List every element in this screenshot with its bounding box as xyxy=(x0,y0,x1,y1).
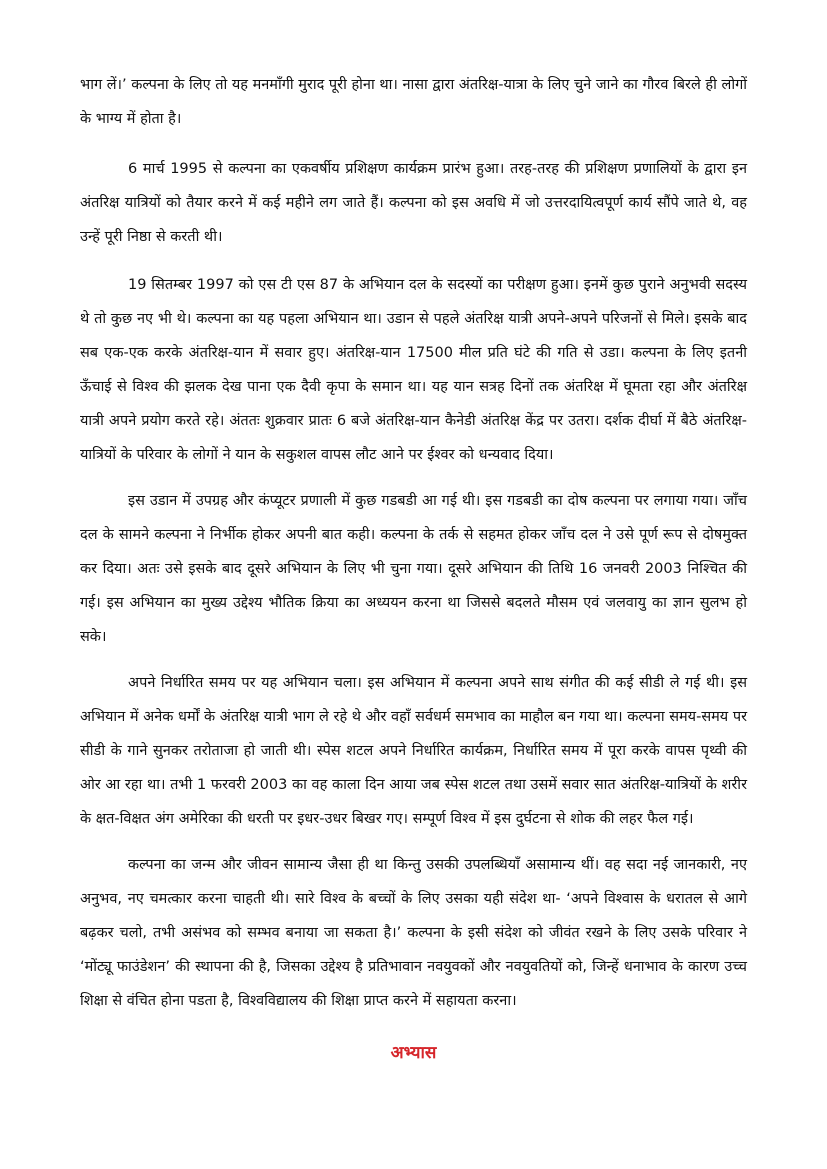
paragraph-second-mission: इस उडान में उपग्रह और कंप्यूटर प्रणाली में कुछ गडबडी आ गई थी। इस गडबडी का दोष कल्पना पर लगाया गया। जाँच दल के सामने कल्पना ने निर्भीक होकर अपनी बात कही। कल्पना के तर्क से सहमत होकर जाँच दल ने उसे पूर्ण रूप से दोषमुक्त कर दिया। अतः उसे इसके बाद दूसरे अभियान के लिए भी चुना गया। दूसरे अभियान की तिथि 16 जनवरी 2003 निश्चित की गई। इस अभियान का मुख्य उद्देश्य भौतिक क्रिया का अध्ययन करना था जिससे बदलते मौसम एवं जलवायु का ज्ञान सुलभ हो सके। xyxy=(80,493,747,645)
paragraph-disaster: अपने निर्धारित समय पर यह अभियान चला। इस अभियान में कल्पना अपने साथ संगीत की कई सीडी ले गई थी। इस अभियान में अनेक धर्मों के अंतरिक्ष यात्री भाग ले रहे थे और वहाँ सर्वधर्म समभाव का माहौल बन गया था। कल्पना समय-समय पर सीडी के गाने सुनकर तरोताजा हो जाती थी। स्पेस शटल अपने निर्धारित कार्यक्रम, निर्धारित समय में पूरा करके वापस पृथ्वी की ओर आ रहा था। तभी 1 फरवरी 2003 का वह काला दिन आया जब स्पेस शटल तथा उसमें सवार सात अंतरिक्ष-यात्रियों के शरीर के क्षत-विक्षत अंग अमेरिका की धरती पर इधर-उधर बिखर गए। सम्पूर्ण विश्व में इस दुर्घटना से शोक की लहर फैल गई। xyxy=(80,675,747,827)
paragraph-first-mission: 19 सितम्बर 1997 को एस टी एस 87 के अभियान दल के सदस्यों का परीक्षण हुआ। इनमें कुछ पुराने अनुभवी सदस्य थे तो कुछ नए भी थे। कल्पना का यह पहला अभियान था। उडान से पहले अंतरिक्ष यात्री अपने-अपने परिजनों से मिले। इसके बाद सब एक-एक करके अंतरिक्ष-यान में सवार हुए। अंतरिक्ष-यान 17500 मील प्रति घंटे की गति से उडा। कल्पना के लिए इतनी ऊँचाई से विश्व की झलक देख पाना एक दैवी कृपा के समान था। यह यान सत्रह दिनों तक अंतरिक्ष में घूमता रहा और अंतरिक्ष यात्री अपने प्रयोग करते रहे। अंततः शुक्रवार प्रातः 6 बजे अंतरिक्ष-यान कैनेडी अंतरिक्ष केंद्र पर उतरा। दर्शक दीर्घा में बैठे अंतरिक्ष-यात्रियों के परिवार के लोगों ने यान के सकुशल वापस लौट आने पर ईश्वर को धन्यवाद दिया। xyxy=(80,277,747,463)
document-page xyxy=(80,68,747,1068)
exercise-heading: अभ्यास xyxy=(390,1043,437,1063)
paragraph-legacy: कल्पना का जन्म और जीवन सामान्य जैसा ही था किन्तु उसकी उपलब्धियाँ असामान्य थीं। वह सदा नई जानकारी, नए अनुभव, नए चमत्कार करना चाहती थी। सारे विश्व के बच्चों के लिए उसका यही संदेश था- ‘अपने विश्वास के धरातल से आगे बढ़कर चलो, तभी असंभव को सम्भव बनाया जा सकता है।’ कल्पना के इसी संदेश को जीवंत रखने के लिए उसके परिवार ने ‘मोंट्यू फाउंडेशन’ की स्थापना की है, जिसका उद्देश्य है प्रतिभावान नवयुवकों और नवयुवतियों को, जिन्हें धनाभाव के कारण उच्च शिक्षा से वंचित होना पडता है, विश्वविद्यालय की शिक्षा प्राप्त करने में सहायता करना। xyxy=(80,857,747,1009)
paragraph-training: 6 मार्च 1995 से कल्पना का एकवर्षीय प्रशिक्षण कार्यक्रम प्रारंभ हुआ। तरह-तरह की प्रशिक्षण प्रणालियों के द्वारा इन अंतरिक्ष यात्रियों को तैयार करने में कई महीने लग जाते हैं। कल्पना को इस अवधि में जो उत्तरदायित्वपूर्ण कार्य सौंपे जाते थे, वह उन्हें पूरी निष्ठा से करती थी। xyxy=(80,161,747,245)
paragraph-continuation: भाग लें।’ कल्पना के लिए तो यह मनमाँगी मुराद पूरी होना था। नासा द्वारा अंतरिक्ष-यात्रा के लिए चुने जाने का गौरव बिरले ही लोगों के भाग्य में होता है। xyxy=(80,77,747,127)
